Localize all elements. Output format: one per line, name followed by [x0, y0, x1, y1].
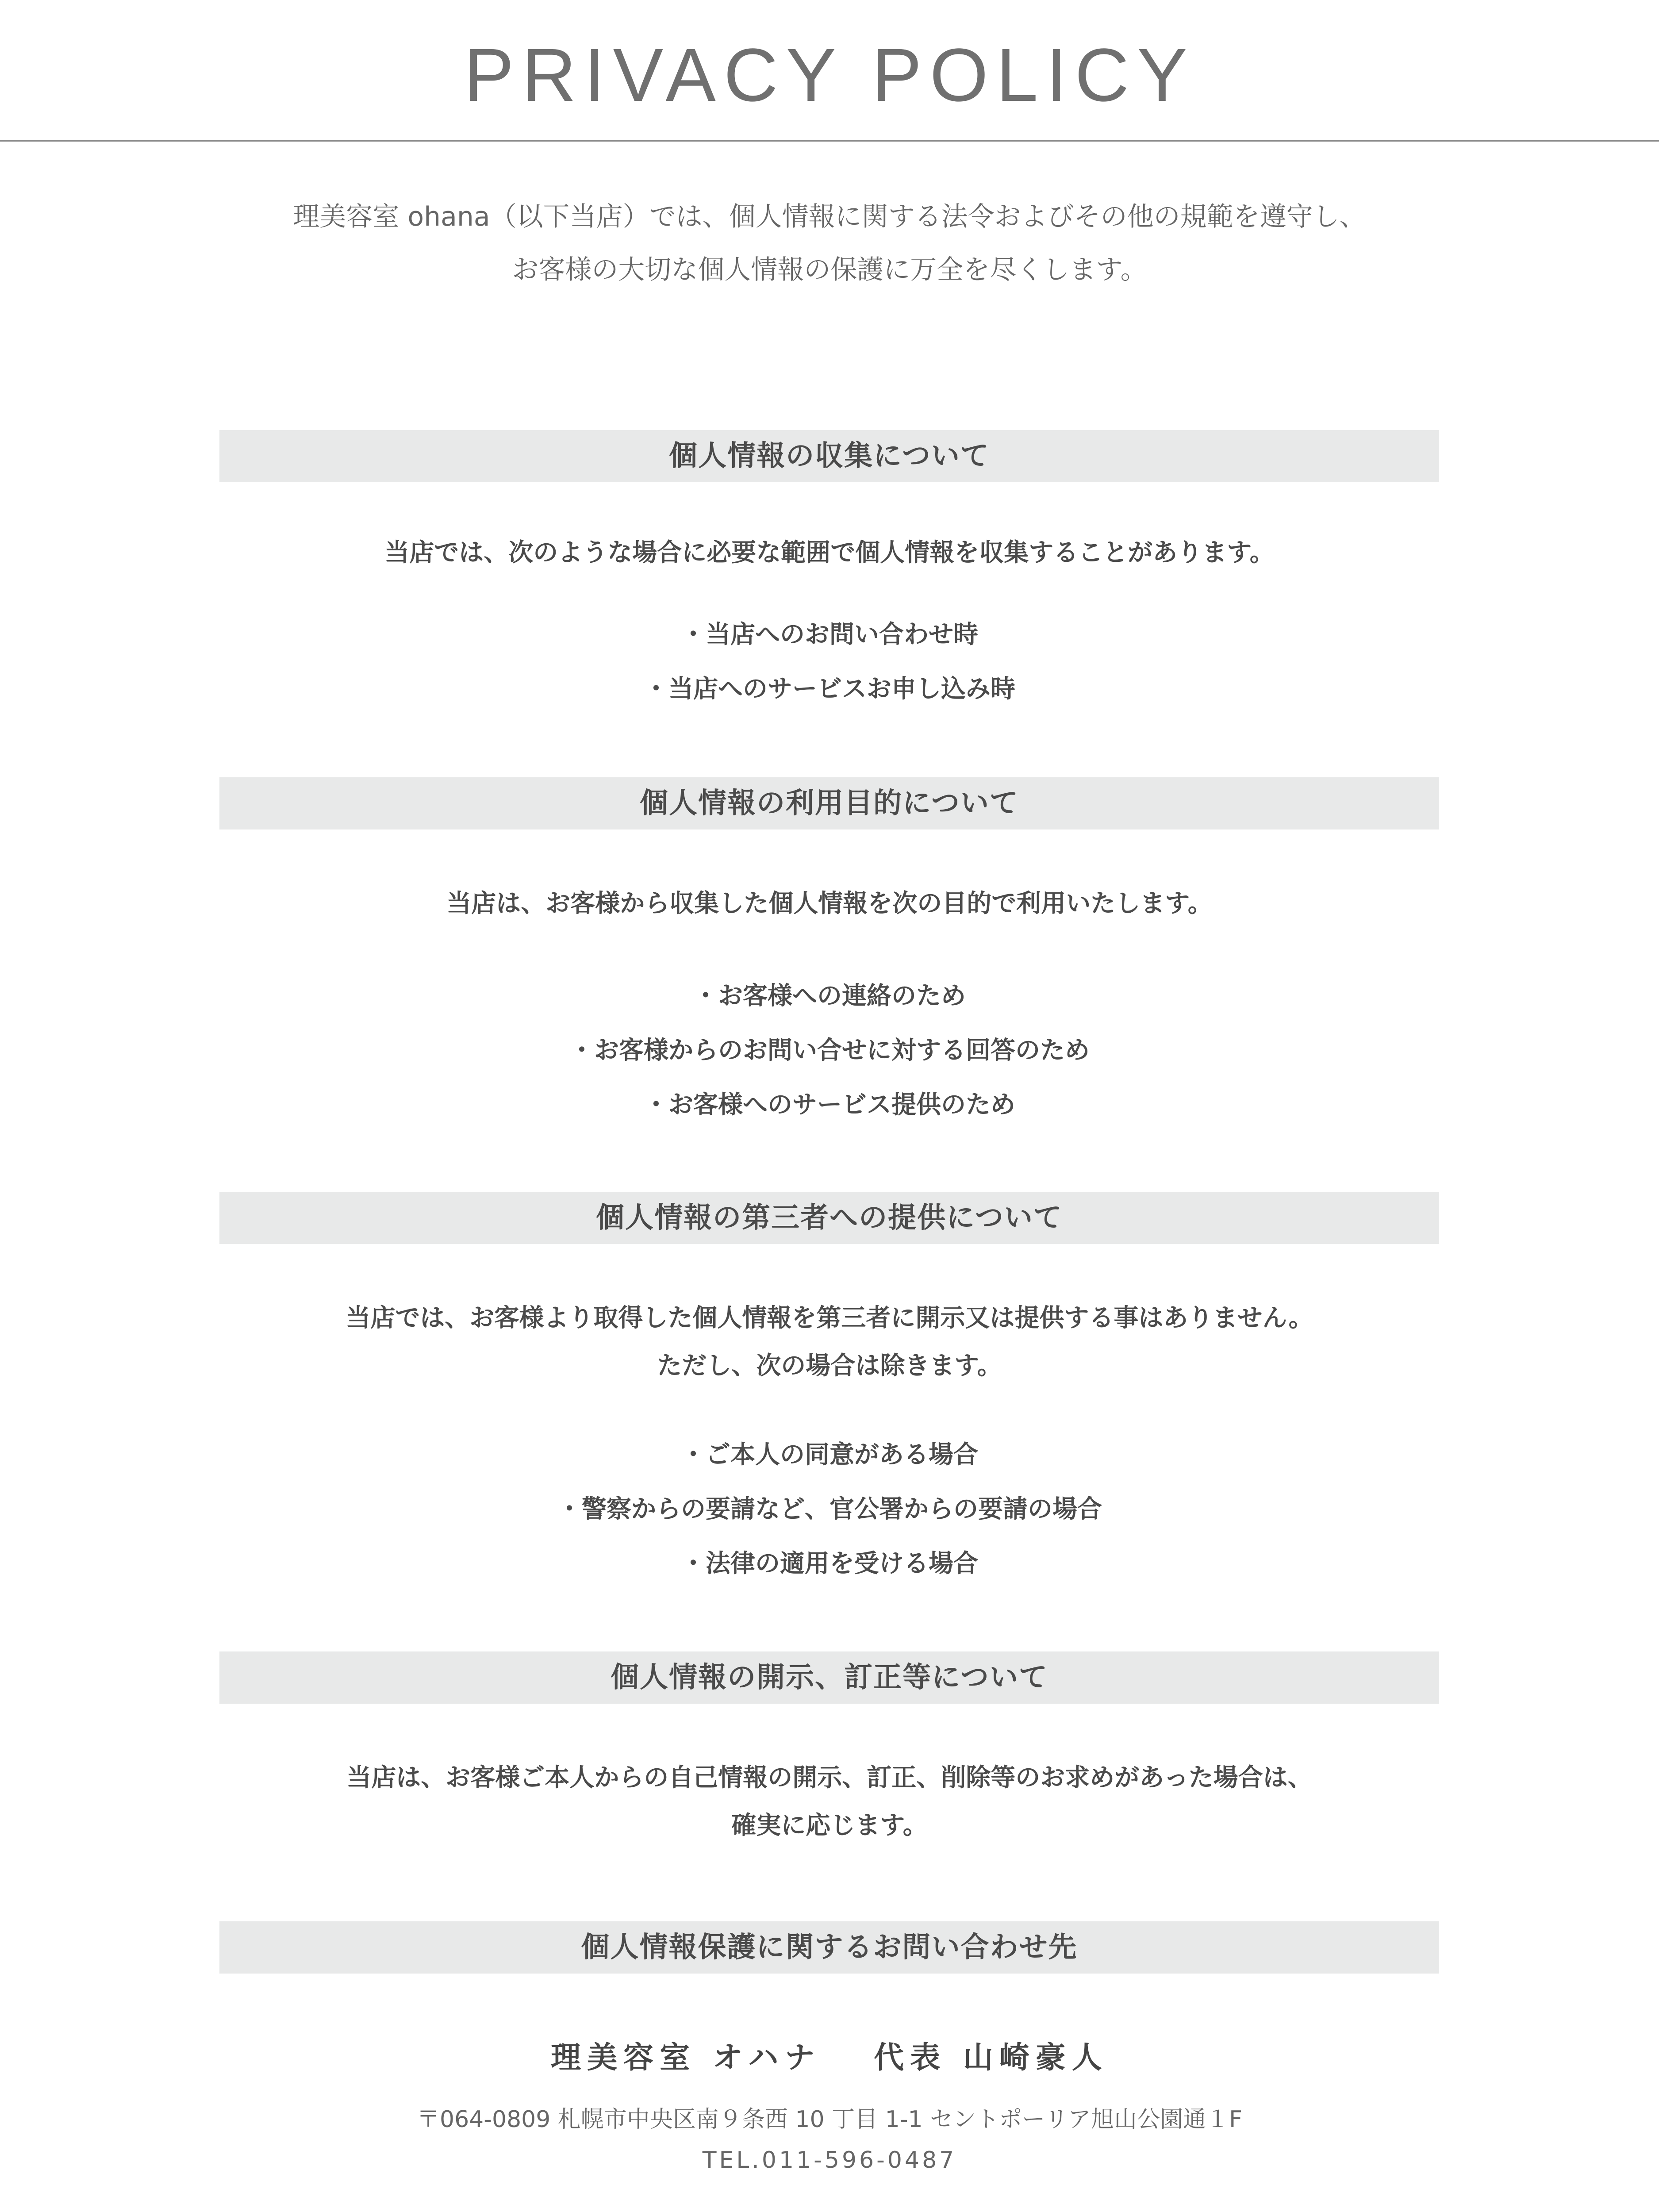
list-item: ・法律の適用を受ける場合	[681, 1549, 978, 1578]
list-item: ・お客様へのサービス提供のため	[644, 1091, 1015, 1119]
section-list-purpose	[0, 969, 1659, 1132]
contact-details	[0, 2099, 1659, 2181]
intro-line: 理美容室 ohana（以下当店）では、個人情報に関する法令およびその他の規範を遵守し、	[293, 201, 1366, 232]
list-item: ・お客様からのお問い合せに対する回答のため	[569, 1036, 1090, 1065]
contact-name: 理美容室 オハナ 代表 山崎豪人	[551, 2040, 1108, 2075]
section-lead: 当店は、お客様ご本人からの自己情報の開示、訂正、削除等のお求めがあった場合は、	[346, 1763, 1313, 1792]
section-lead: 当店では、次のような場合に必要な範囲で個人情報を収集することがあります。	[384, 538, 1275, 567]
section-lead: 当店は、お客様から収集した個人情報を次の目的で利用いたします。	[446, 889, 1213, 918]
section-lead: ただし、次の場合は除きます。	[657, 1352, 1002, 1380]
section-body-purpose	[0, 880, 1659, 928]
intro-line: お客様の大切な個人情報の保護に万全を尽くします。	[512, 254, 1147, 285]
list-item: ・当店へのお問い合わせ時	[681, 620, 978, 649]
section-heading-third-party: 個人情報の第三者への提供について	[219, 1192, 1439, 1244]
section-body-third-party	[0, 1294, 1659, 1390]
contact-tel: TEL.011-596-0487	[702, 2147, 957, 2174]
title-divider	[0, 140, 1659, 142]
list-item: ・当店へのサービスお申し込み時	[644, 675, 1015, 703]
section-body-disclosure	[0, 1754, 1659, 1850]
list-item: ・お客様への連絡のため	[693, 982, 966, 1010]
page-title: PRIVACY POLICY	[464, 33, 1195, 117]
section-heading-contact: 個人情報保護に関するお問い合わせ先	[219, 1921, 1439, 1974]
section-lead: 当店では、お客様より取得した個人情報を第三者に開示又は提供する事はありません。	[346, 1304, 1313, 1333]
list-item: ・ご本人の同意がある場合	[681, 1440, 978, 1469]
intro-text	[0, 190, 1659, 296]
section-lead: 確実に応じます。	[731, 1811, 928, 1840]
section-heading-disclosure: 個人情報の開示、訂正等について	[219, 1651, 1439, 1704]
section-body-collection	[0, 529, 1659, 577]
section-list-third-party	[0, 1428, 1659, 1591]
section-heading-collection: 個人情報の収集について	[219, 430, 1439, 482]
section-heading-purpose: 個人情報の利用目的について	[219, 777, 1439, 830]
contact-address: 〒064-0809 札幌市中央区南９条西 10 丁目 1-1 セントポーリア旭山公園通１F	[416, 2106, 1242, 2133]
list-item: ・警察からの要請など、官公署からの要請の場合	[557, 1495, 1102, 1524]
section-list-collection	[0, 607, 1659, 716]
